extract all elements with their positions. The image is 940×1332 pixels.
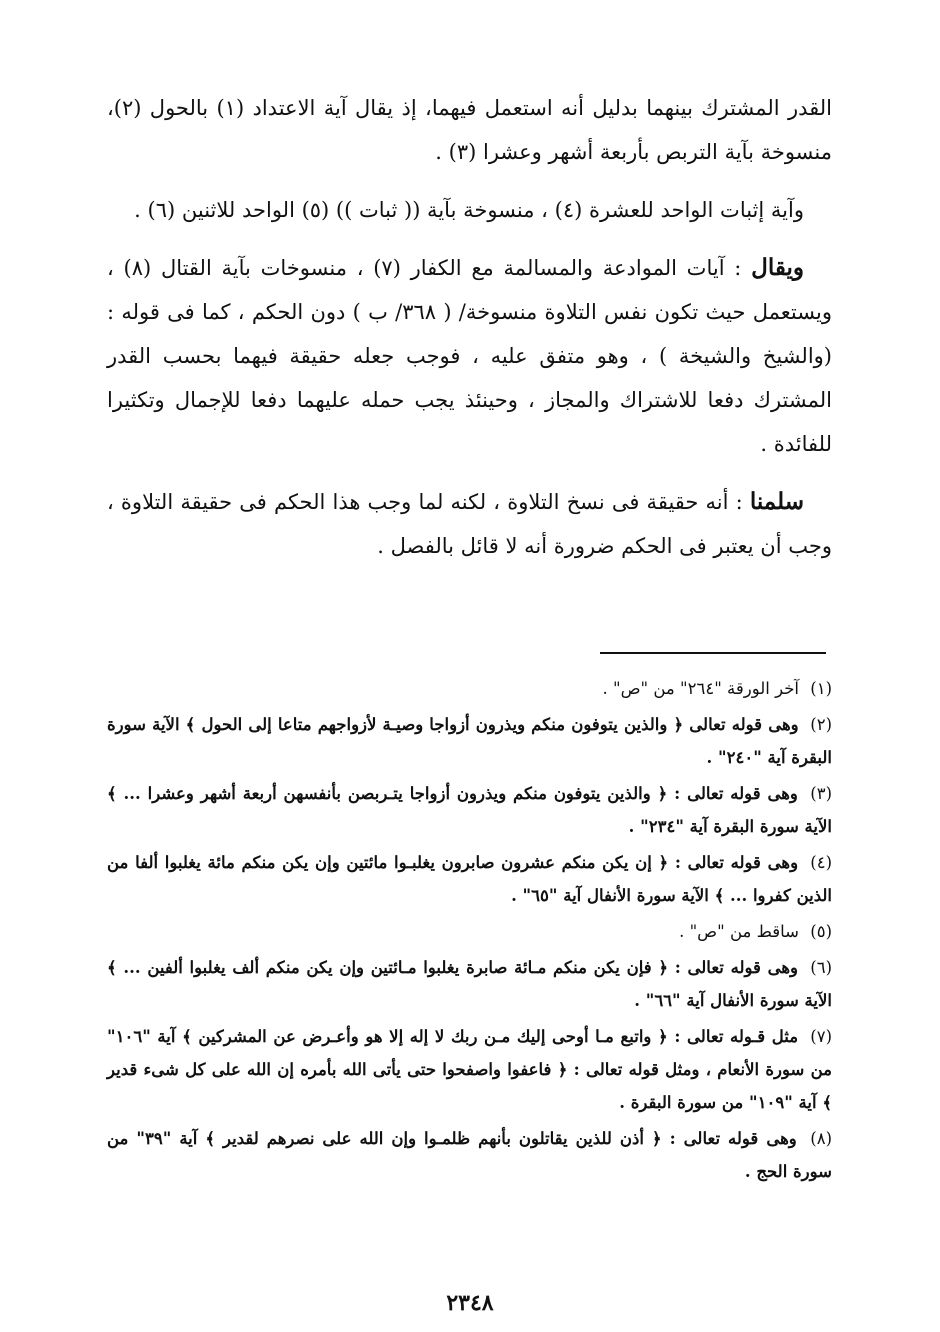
main-text (107, 86, 832, 582)
footnote-number: (٥) (810, 922, 832, 941)
footnote-text: وهى قوله تعالى : ﴿ والذين يتوفون منكم ويذرون أزواجا يتـربصن بأنفسهن أربعة أشهر وعشرا ... ﴾ الآية سورة البقرة آية "٢٣٤" . (107, 784, 832, 836)
footnote-number: (٣) (810, 784, 832, 803)
footnote-number: (١) (810, 679, 832, 698)
footnotes (107, 672, 832, 1191)
footnote-2 (107, 708, 832, 774)
footnote-text: وهى قوله تعالى : ﴿ فإن يكن منكم مـائة صابرة يغلبوا مـائتين وإن يكن منكم ألف يغلبوا ألفين ... ﴾ الآية سورة الأنفال آية "٦٦" . (107, 958, 832, 1010)
footnote-8 (107, 1122, 832, 1188)
footnote-number: (٦) (810, 958, 832, 977)
footnote-5 (107, 915, 832, 948)
paragraph-4-text: : أنه حقيقة فى نسخ التلاوة ، لكنه لما وجب هذا الحكم فى حقيقة التلاوة ، وجب أن يعتبر فى الحكم ضرورة أنه لا قائل بالفصل . (107, 490, 832, 558)
paragraph-3-lead: ويقال (751, 254, 804, 281)
paragraph-2 (107, 188, 832, 232)
footnote-6 (107, 951, 832, 1017)
footnote-number: (٨) (810, 1129, 832, 1148)
footnote-text: وهى قوله تعالى ﴿ والذين يتوفون منكم ويذرون أزواجا وصيـة لأزواجهم متاعا إلى الحول ﴾ الآية سورة البقرة آية "٢٤٠" . (107, 715, 832, 767)
paragraph-3-text: : آيات الموادعة والمسالمة مع الكفار (٧) ، منسوخات بآية القتال (٨) ، ويستعمل حيث تكون نفس التلاوة منسوخة/ ( ٣٦٨/ ب ) دون الحكم ، كما فى قوله : (والشيخ والشيخة ) ، وهو متفق عليه ، فوجب جعله حقيقة فيهما بحسب القدر المشترك دفعا للاشتراك والمجاز ، وحينئذ يجب حمله عليهما دفعا للإجمال وتكثيرا للفائدة . (107, 256, 832, 456)
page-number: ٢٣٤٨ (446, 1290, 494, 1316)
paragraph-3 (107, 246, 832, 466)
footnote-4 (107, 846, 832, 912)
footnote-1 (107, 672, 832, 705)
paragraph-4 (107, 480, 832, 568)
footnote-text: وهى قوله تعالى : ﴿ إن يكن منكم عشرون صابرون يغلبـوا مائتين وإن يكن منكم مائة يغلبوا ألفا من الذين كفروا ... ﴾ الآية سورة الأنفال آية "٦٥" . (107, 853, 832, 905)
footnote-3 (107, 777, 832, 843)
footnote-text: ساقط من "ص" . (679, 922, 799, 941)
paragraph-4-lead: سلمنا (749, 488, 804, 515)
footnote-text: مثل قـوله تعالى : ﴿ واتبع مـا أوحى إليك مـن ربك لا إله إلا هو وأعـرض عن المشركين ﴾ آية "١٠٦" من سورة الأنعام ، ومثل قوله تعالى : ﴿ فاعفوا واصفحوا حتى يأتى الله بأمره إن الله على كل شىء قدير ﴾ آية "١٠٩" من سورة البقرة . (107, 1027, 832, 1112)
footnote-7 (107, 1020, 832, 1119)
footnote-number: (٢) (810, 715, 833, 734)
footnote-text: آخر الورقة "٢٦٤" من "ص" . (602, 679, 799, 698)
footnote-separator (600, 652, 826, 654)
footnote-number: (٤) (810, 853, 832, 872)
paragraph-1 (107, 86, 832, 174)
footnote-number: (٧) (810, 1027, 832, 1046)
footnote-text: وهى قوله تعالى : ﴿ أذن للذين يقاتلون بأنهم ظلمـوا وإن الله على نصرهم لقدير ﴾ آية "٣٩" من سورة الحج . (107, 1129, 832, 1181)
paragraph-2-text: وآية إثبات الواحد للعشرة (٤) ، منسوخة بآية (( ثبات )) (٥) الواحد للاثنين (٦) . (134, 198, 804, 222)
paragraph-1-text: القدر المشترك بينهما بدليل أنه استعمل فيهما، إذ يقال آية الاعتداد (١) بالحول (٢)، منسوخة بآية التربص بأربعة أشهر وعشرا (٣) . (107, 96, 832, 164)
